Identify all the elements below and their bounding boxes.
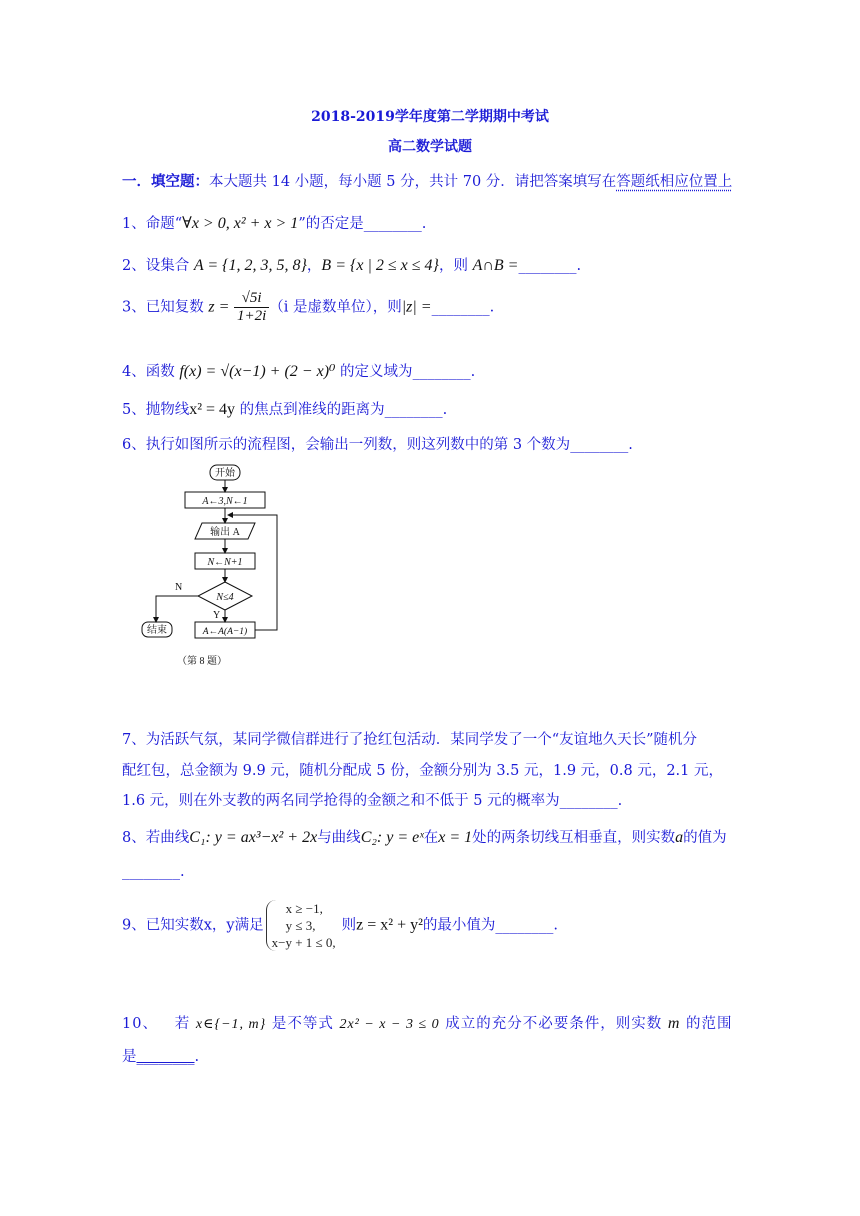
section-intro: 本大题共 14 小题，每小题 5 分，共计 70 分．请把答案填写在 <box>209 174 617 190</box>
q3-pre: 已知复数 <box>145 299 209 316</box>
question-3 <box>122 290 494 325</box>
q10-end: . <box>194 1049 200 1065</box>
q8-tail: 的值为 <box>683 830 727 846</box>
q7-line2: 配红包，总金额为 9.9 元，随机分配成 5 份，金额分别为 3.5 元，1.9 元，0.8 元，2.1 元， <box>122 763 724 779</box>
q9-pre: 已知实数x，y满足 <box>145 917 264 934</box>
q1-blank: ________ <box>363 216 422 232</box>
q9-number: 9、 <box>122 917 146 934</box>
question-8 <box>122 826 727 847</box>
q3-numerator: √5i <box>234 290 269 308</box>
question-2 <box>122 254 581 275</box>
q2-pre: 设集合 <box>145 258 194 274</box>
q2-intersection: A∩B = <box>472 257 519 274</box>
q4-end: . <box>470 364 476 380</box>
question-6 <box>122 433 633 454</box>
q8-curve-2: C₂: y = eˣ <box>360 829 424 846</box>
flow-end-label: 结束 <box>147 625 167 636</box>
q9-blank: ________ <box>495 917 554 934</box>
q3-lhs: z = <box>208 298 230 316</box>
q8-number: 8、 <box>122 830 146 846</box>
q3-number: 3、 <box>122 299 146 316</box>
exam-title: 2018-2019学年度第二学期期中考试 <box>311 109 549 125</box>
q2-set-a: A = {1, 2, 3, 5, 8} <box>193 257 307 274</box>
q7-number: 7、 <box>122 732 146 748</box>
section-heading-line <box>122 170 732 191</box>
q9-constraint-3: x−y + 1 ≤ 0, <box>271 935 336 950</box>
q8-end: . <box>180 864 185 880</box>
q2-end: . <box>576 258 582 274</box>
q8-pre: 若曲线 <box>145 830 190 846</box>
q4-math: f(x) = √(x−1) + (2 − x)⁰ <box>179 363 336 380</box>
q6-blank: ________ <box>570 437 629 453</box>
q10-pre: 若 <box>174 1016 196 1032</box>
section-heading: 一．填空题： <box>122 173 209 190</box>
question-7-line-2 <box>122 759 723 780</box>
q10-tail: 的范围 <box>680 1016 733 1032</box>
q8-curve-1: C₁: y = ax³−x² + 2x <box>189 829 318 846</box>
q4-number: 4、 <box>122 364 146 380</box>
q10-inequality: 2x² − x − 3 ≤ 0 <box>339 1017 440 1032</box>
q8-mid2: 在 <box>423 830 439 846</box>
q4-pre: 函数 <box>145 364 180 380</box>
q10-condition: x∈{−1, m} <box>195 1017 267 1032</box>
q6-number: 6、 <box>122 437 146 453</box>
question-8-line-2 <box>122 864 185 880</box>
question-10-line-2 <box>122 1045 199 1066</box>
flow-update-label: A←A(A−1) <box>202 627 248 637</box>
flow-inc-label: N←N+1 <box>207 557 243 568</box>
q4-post: 的定义域为 <box>335 364 413 380</box>
q9-constraint-2: y ≤ 3, <box>285 918 316 933</box>
q2-blank: ________ <box>518 258 577 274</box>
q9-objective: z = x² + y² <box>356 916 423 934</box>
q10-blank: ________ <box>136 1049 195 1065</box>
q8-a: a <box>675 829 684 846</box>
q1-pre: 命题“ <box>145 216 183 232</box>
flow-cond-label: N≤4 <box>216 592 234 603</box>
q7-end: . <box>617 793 623 809</box>
q8-x-value: x = 1 <box>438 829 473 846</box>
flow-init-label: A←3,N←1 <box>202 496 248 507</box>
flowchart <box>140 460 300 675</box>
q1-math: ∀x > 0, x² + x > 1 <box>182 215 299 232</box>
question-7-line-1 <box>122 728 697 749</box>
q7-line3: 1.6 元，则在外支教的两名同学抢得的金额之和不低于 5 元的概率为 <box>122 793 560 809</box>
question-7-line-3 <box>122 789 622 810</box>
q1-post: ”的否定是 <box>298 216 364 232</box>
flow-start-label: 开始 <box>215 468 235 479</box>
q1-number: 1、 <box>122 216 146 232</box>
question-1 <box>122 212 426 233</box>
question-9 <box>122 900 558 951</box>
q8-blank: ________ <box>122 864 180 880</box>
q3-blank: ________ <box>431 299 490 316</box>
q9-post: 的最小值为 <box>422 917 496 934</box>
q5-pre: 抛物线 <box>145 402 190 418</box>
q9-constraint-system <box>266 900 336 951</box>
q7-blank: ________ <box>559 793 618 809</box>
q7-line1: 为活跃气氛，某同学微信群进行了抢红包活动．某同学发了一个“友谊地久天长”随机分 <box>145 732 698 748</box>
q3-abs: |z| = <box>401 298 432 316</box>
flow-yes-label: Y <box>213 610 221 621</box>
exam-subtitle: 高二数学试题 <box>388 139 472 155</box>
q9-mid: 则 <box>341 917 357 934</box>
flow-no-label: N <box>175 582 183 593</box>
q10-number: 10、 <box>122 1016 158 1032</box>
q10-post: 成立的充分不必要条件，则实数 <box>439 1016 668 1032</box>
question-10 <box>122 1012 733 1033</box>
q2-number: 2、 <box>122 258 146 274</box>
flow-output-label: 输出 A <box>210 527 240 538</box>
q8-post: 处的两条切线互相垂直，则实数 <box>472 830 676 846</box>
flow-caption: （第 8 题） <box>177 656 227 667</box>
q5-math: x² = 4y <box>189 401 236 418</box>
q5-end: . <box>442 402 448 418</box>
q10-line2: 是 <box>122 1049 137 1065</box>
q3-fraction <box>234 290 269 325</box>
q4-blank: ________ <box>412 364 471 380</box>
section-intro-emph: 答题纸相应位置上 <box>616 174 733 190</box>
q9-constraint-1: x ≥ −1, <box>285 901 323 916</box>
q6-text: 执行如图所示的流程图，会输出一列数，则这列数中的第 3 个数为 <box>145 437 571 453</box>
q2-set-b: B = {x | 2 ≤ x ≤ 4} <box>321 257 439 274</box>
q6-end: . <box>628 437 633 453</box>
q5-post: 的焦点到准线的距离为 <box>235 402 385 418</box>
question-5 <box>122 398 447 419</box>
q3-paren: （i 是虚数单位），则 <box>269 299 402 316</box>
q10-m: m <box>667 1015 681 1032</box>
q5-number: 5、 <box>122 402 146 418</box>
q10-mid: 是不等式 <box>266 1016 340 1032</box>
q5-blank: ________ <box>384 402 443 418</box>
q9-end: . <box>553 917 559 934</box>
question-4 <box>122 360 475 381</box>
q3-end: . <box>489 299 495 316</box>
q3-denominator: 1+2i <box>236 308 267 324</box>
q2-mid: ，则 <box>438 258 473 274</box>
q2-sep: ， <box>306 258 322 274</box>
q8-mid: 与曲线 <box>317 830 361 846</box>
q1-end: . <box>421 216 427 232</box>
